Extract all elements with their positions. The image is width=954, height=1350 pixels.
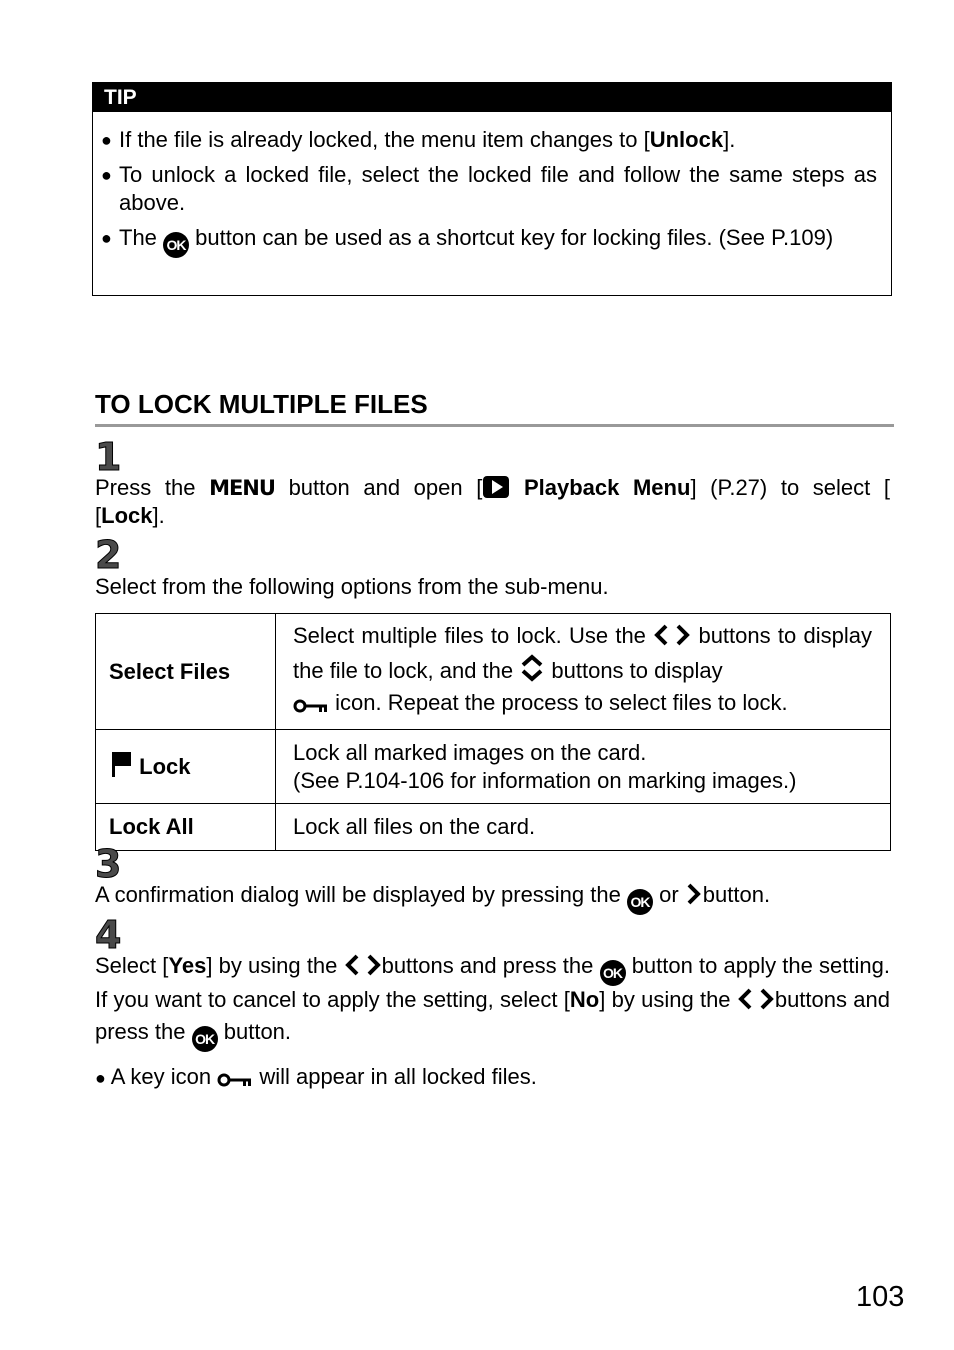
ok-button-icon: OK bbox=[163, 232, 189, 258]
table-row bbox=[96, 614, 891, 730]
key-icon bbox=[217, 1067, 253, 1095]
table-row bbox=[96, 730, 891, 804]
menu-button-label: MENU bbox=[209, 476, 275, 500]
tip-item-shortcut: ● The OK button can be used as a shortcut key for locking files. (See P.109) bbox=[101, 224, 877, 258]
flag-icon bbox=[109, 750, 133, 784]
left-right-arrows-icon bbox=[737, 987, 775, 1018]
key-icon bbox=[293, 693, 329, 721]
step-3-text: A confirmation dialog will be displayed by pressing the OK or button. bbox=[95, 881, 890, 915]
tip-item-unlock: ● If the file is already locked, the menu item changes to [Unlock]. bbox=[101, 127, 736, 152]
step-1-text-cont: [Lock]. bbox=[95, 503, 165, 528]
ok-button-icon: OK bbox=[600, 960, 626, 986]
tip-item-unlock-steps: ● To unlock a locked file, select the locked file and follow the same steps as above. bbox=[101, 162, 877, 215]
option-lock-all: Lock All bbox=[96, 804, 276, 851]
step-number-1: 1 bbox=[95, 435, 122, 479]
left-right-arrows-icon bbox=[653, 623, 691, 654]
right-arrow-icon bbox=[685, 882, 703, 913]
section-title: TO LOCK MULTIPLE FILES bbox=[95, 387, 894, 427]
table-row bbox=[96, 804, 891, 851]
bullet-icon: ● bbox=[101, 130, 112, 150]
left-right-arrows-icon bbox=[344, 953, 382, 984]
key-icon-note: ● A key icon will appear in all locked files. bbox=[95, 1063, 890, 1095]
option-select-files: Select Files bbox=[96, 614, 276, 730]
bullet-icon: ● bbox=[101, 228, 112, 248]
option-select-files-desc: Select multiple files to lock. Use the buttons to display the file to lock, and the buttons to display icon. Repeat the process to select files to lock. bbox=[276, 614, 891, 730]
step-number-3: 3 bbox=[95, 842, 122, 886]
option-lock-desc: Lock all marked images on the card. (See P.104-106 for information on marking images.) bbox=[276, 730, 891, 804]
step-2-text: Select from the following options from the sub-menu. bbox=[95, 574, 609, 599]
page-number: 103 bbox=[856, 1281, 905, 1313]
up-down-arrows-icon bbox=[519, 654, 545, 689]
tip-box bbox=[92, 82, 892, 296]
bullet-icon: ● bbox=[95, 1068, 106, 1088]
tip-list bbox=[93, 112, 891, 258]
option-lock: Lock bbox=[96, 730, 276, 804]
step-4-text: Select [Yes] by using the buttons and press the OK button to apply the setting. If you want to cancel to apply the setting, select [No] by using the buttons and press the OK button. bbox=[95, 952, 890, 1052]
option-lock-all-desc: Lock all files on the card. bbox=[276, 804, 891, 851]
tip-header: TIP bbox=[93, 83, 891, 112]
bullet-icon: ● bbox=[101, 165, 112, 185]
step-number-2: 2 bbox=[95, 533, 122, 577]
step-1-text: Press the MENU button and open [ Playback Menu] (P.27) to select [ bbox=[95, 474, 890, 506]
ok-button-icon: OK bbox=[192, 1026, 218, 1052]
step-number-4: 4 bbox=[95, 913, 122, 957]
ok-button-icon: OK bbox=[627, 889, 653, 915]
options-table bbox=[95, 613, 891, 851]
